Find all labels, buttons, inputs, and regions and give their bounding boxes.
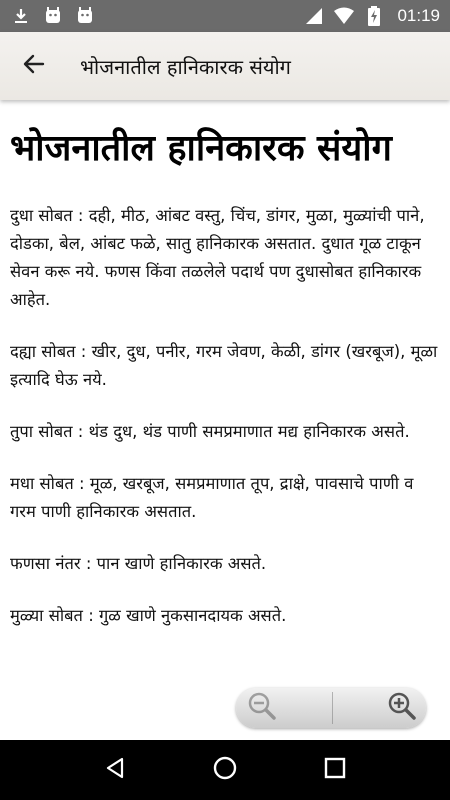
android-icon [42, 5, 64, 27]
back-button[interactable] [14, 46, 54, 86]
zoom-out-button[interactable] [236, 688, 332, 728]
article-content[interactable] [0, 100, 450, 740]
zoom-in-icon [386, 690, 418, 726]
arrow-back-icon [22, 52, 46, 80]
zoom-out-icon [246, 690, 278, 726]
article-title: भोजनातील हानिकारक संयोग [10, 128, 392, 169]
recents-square-icon [324, 757, 346, 783]
system-icons [303, 5, 440, 27]
nav-back-button[interactable] [95, 750, 135, 790]
app-bar-title: भोजनातील हानिकारक संयोग [80, 54, 291, 79]
android-icon [74, 5, 96, 27]
battery-charging-icon [363, 5, 385, 27]
back-triangle-icon [103, 756, 127, 784]
app-bar [0, 32, 450, 100]
notification-icons [10, 5, 96, 27]
signal-icon [303, 5, 325, 27]
paragraph-honey: मधा सोबत : मूळ, खरबूज, समप्रमाणात तूप, द्राक्षे, पावसाचे पाणी व गरम पाणी हानिकारक असतात. [10, 474, 414, 521]
nav-home-button[interactable] [205, 750, 245, 790]
navigation-bar [0, 740, 450, 800]
wifi-icon [333, 5, 355, 27]
paragraph-radish: मुळ्या सोबत : गुळ खाणे नुकसानदायक असते. [10, 606, 287, 625]
zoom-in-button[interactable] [333, 688, 427, 728]
paragraph-ghee: तुपा सोबत : थंड दुध, थंड पाणी समप्रमाणात मद्य हानिकारक असते. [10, 422, 410, 441]
paragraph-jackfruit: फणसा नंतर : पान खाणे हानिकारक असते. [10, 554, 267, 573]
paragraph-curd: दह्या सोबत : खीर, दुध, पनीर, गरम जेवण, केळी, डांगर (खरबूज), मूळा इत्यादि घेऊ नये. [10, 342, 438, 389]
nav-recents-button[interactable] [315, 750, 355, 790]
paragraph-milk: दुधा सोबत : दही, मीठ, आंबट वस्तु, चिंच, डांगर, मुळा, मुळ्यांची पाने, दोडका, बेल, आंबट फळे, सातु हानिकारक असतात. दुधात गूळ टाकून सेवन करू नये. फणस किंवा तळलेले पदार्थ पण दुधासोबत हानिकारक आहेत. [10, 206, 425, 309]
download-icon [10, 5, 32, 27]
status-clock: 01:19 [397, 6, 440, 25]
zoom-controls [236, 688, 426, 728]
status-bar [0, 0, 450, 32]
home-circle-icon [212, 755, 238, 785]
